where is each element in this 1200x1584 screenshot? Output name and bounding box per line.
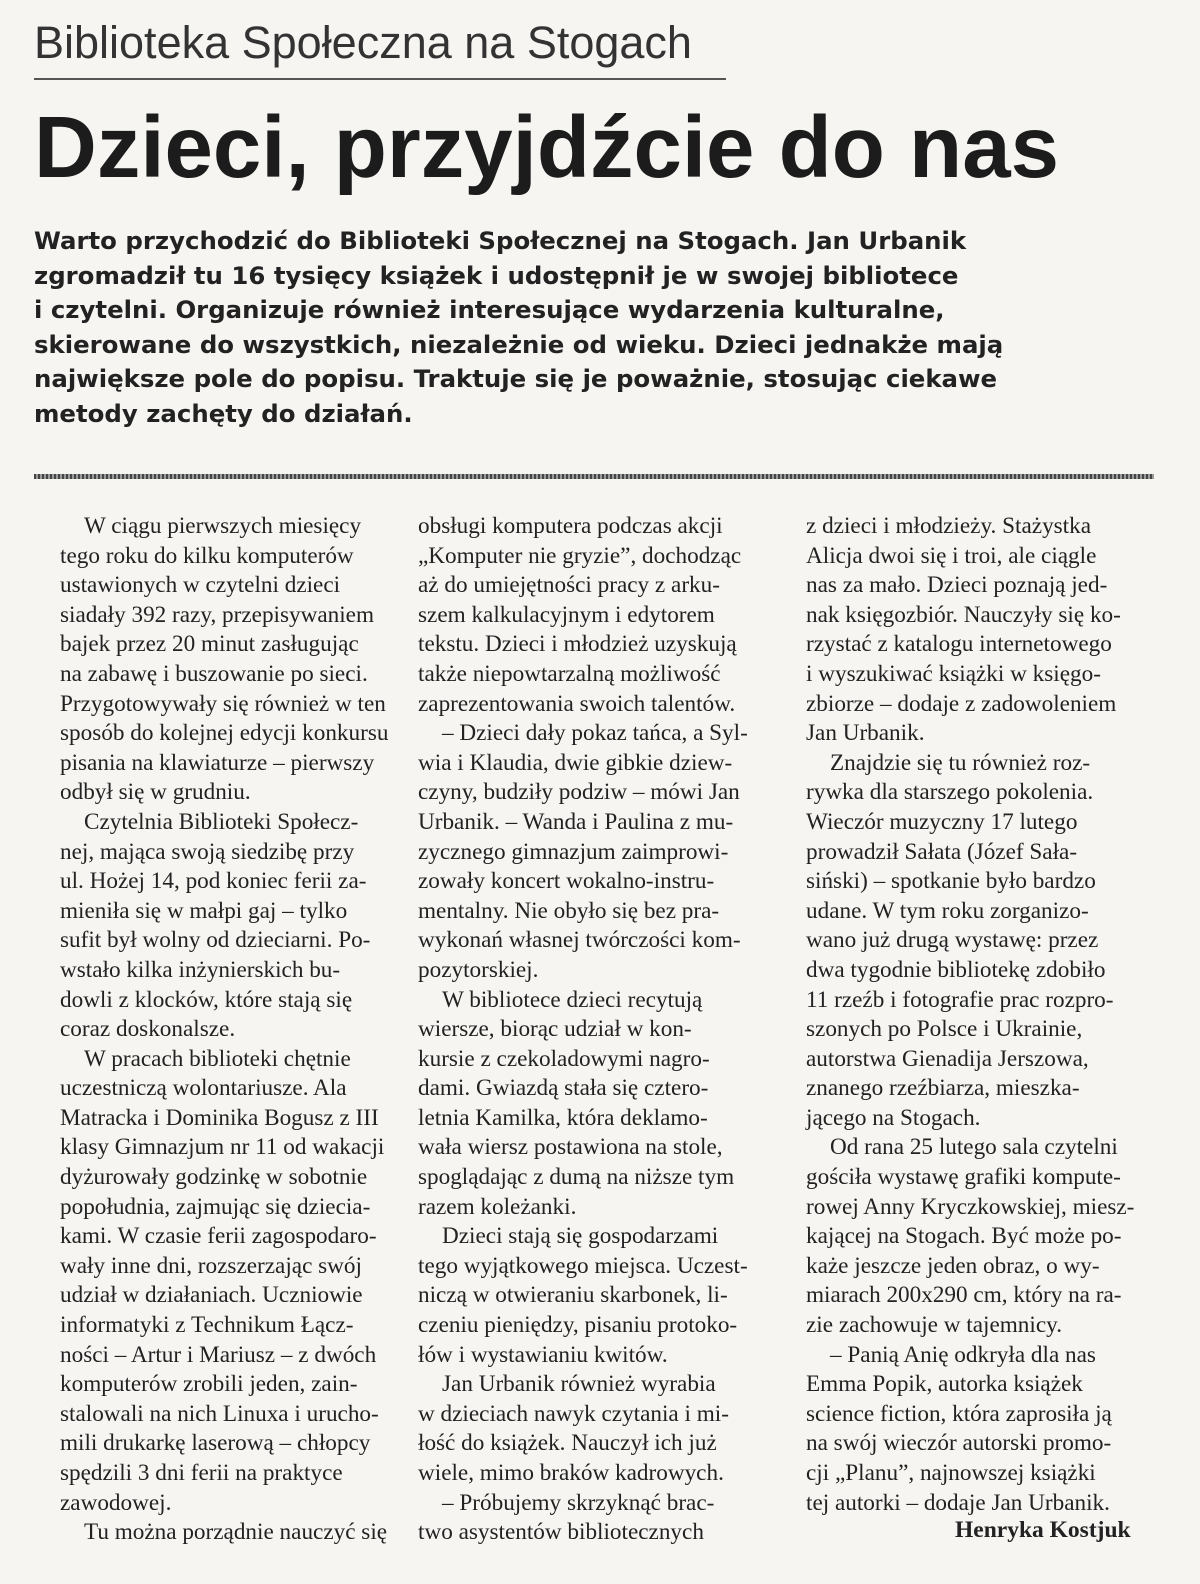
article-byline: Henryka Kostjuk xyxy=(955,1517,1131,1543)
article-text-line: dami. Gwiazdą stała się cztero- xyxy=(418,1075,709,1102)
article-text-line: wała wiersz postawiona na stole, xyxy=(418,1134,723,1161)
article-text-line: W ciągu pierwszych miesięcy xyxy=(84,513,362,539)
article-text-line: – Panią Anię odkryła dla nas xyxy=(830,1341,1096,1368)
article-column-1 xyxy=(60,512,389,1548)
article-text-line: dyżurowały godzinkę w sobotnie xyxy=(60,1164,368,1191)
article-text-line: szem kalkulacyjnym i edytorem xyxy=(418,601,715,628)
article-text-line: sposób do kolejnej edycji konkursu xyxy=(60,720,389,747)
section-kicker: Biblioteka Społeczna na Stogach xyxy=(34,17,692,68)
article-text-line: pozytorskiej. xyxy=(418,956,539,983)
article-text-line: tej autorki – dodaje Jan Urbanik. xyxy=(806,1489,1110,1516)
lead-line: i czytelni. Organizuje również interesujące wydarzenia kulturalne, xyxy=(34,295,945,324)
article-text-line: nas za mało. Dzieci poznają jed- xyxy=(806,572,1108,599)
article-text-line: pisania na klawiaturze – pierwszy xyxy=(60,749,375,776)
article-text-line: zie zachowuje w tajemnicy. xyxy=(806,1312,1063,1339)
article-text-line: rzystać z katalogu internetowego xyxy=(806,631,1112,658)
article-text-line: zaprezentowania swoich talentów. xyxy=(418,690,736,717)
article-text-line: tego roku do kilku komputerów xyxy=(60,542,354,569)
lead-line: zgromadził tu 16 tysięcy książek i udostępnił je w swojej bibliotece xyxy=(34,260,959,290)
kicker-divider xyxy=(34,78,726,80)
article-text-line: rywka dla starszego pokolenia. xyxy=(806,779,1094,806)
article-lead xyxy=(34,224,1144,431)
article-text-line: zbiorze – dodaje z zadowoleniem xyxy=(806,690,1117,717)
article-text-line: dwa tygodnie bibliotekę zdobiło xyxy=(806,956,1106,983)
article-text-line: 11 rzeźb i fotografie prac rozpro- xyxy=(806,986,1114,1013)
article-text-line: W bibliotece dzieci recytują xyxy=(442,986,703,1013)
article-text-line: science fiction, która zaprosiła ją xyxy=(806,1400,1112,1427)
article-text-line: wykonań własnej twórczości kom- xyxy=(418,927,741,954)
article-text-line: także niepowtarzalną możliwość xyxy=(418,660,721,687)
article-text-line: na zabawę i buszowanie po sieci. xyxy=(60,660,368,687)
article-text-line: informatyki z Technikum Łącz- xyxy=(60,1312,354,1339)
article-text-line: spędzili 3 dni ferii na praktyce xyxy=(60,1460,343,1486)
article-text-line: popołudnia, zajmując się dziecia- xyxy=(60,1193,371,1220)
article-text-line: szonych po Polsce i Ukrainie, xyxy=(806,1016,1083,1043)
article-text-line: nej, mająca swoją siedzibę przy xyxy=(60,838,355,865)
article-text-line: letnia Kamilka, która deklamo- xyxy=(418,1104,708,1131)
article-text-line: razem koleżanki. xyxy=(418,1193,577,1220)
article-text-line: Od rana 25 lutego sala czytelni xyxy=(830,1134,1118,1161)
article-text-line: każe jeszcze jeden obraz, o wy- xyxy=(806,1252,1100,1279)
article-text-line: – Próbujemy skrzyknąć brac- xyxy=(442,1489,715,1516)
article-text-line: miarach 200x290 cm, który na ra- xyxy=(806,1282,1122,1309)
article-text-line: ustawionych w czytelni dzieci xyxy=(60,572,341,599)
article-text-line: prowadził Sałata (Józef Sała- xyxy=(806,838,1078,865)
article-text-line: czyny, budziły podziw – mówi Jan xyxy=(418,779,740,806)
article-text-line: Dzieci stają się gospodarzami xyxy=(442,1223,719,1250)
lead-divider xyxy=(34,474,1154,479)
article-text-line: cji „Planu”, najnowszej książki xyxy=(806,1460,1096,1486)
article-text-line: Emma Popik, autorka książek xyxy=(806,1371,1083,1398)
article-text-line: wiele, mimo braków kadrowych. xyxy=(418,1460,724,1486)
article-column-3 xyxy=(806,512,1162,1518)
article-text-line: i wyszukiwać książki w księgo- xyxy=(806,660,1101,687)
article-text-line: z dzieci i młodzieży. Stażystka xyxy=(806,513,1092,539)
article-text-line: odbył się w grudniu. xyxy=(60,779,251,806)
article-text-line: łów i wystawianiu kwitów. xyxy=(418,1341,668,1368)
article-text-line: zowały koncert wokalno-instru- xyxy=(418,868,715,895)
article-text-line: Matracka i Dominika Bogusz z III xyxy=(60,1104,379,1131)
lead-line: Warto przychodzić do Biblioteki Społecznej na Stogach. Jan Urbanik xyxy=(34,226,967,255)
article-text-line: spoglądając z dumą na niższe tym xyxy=(418,1164,735,1191)
article-text-line: Urbanik. – Wanda i Paulina z mu- xyxy=(418,808,734,835)
article-column-2 xyxy=(418,512,778,1548)
article-text-line: ul. Hożej 14, pod koniec ferii za- xyxy=(60,868,367,895)
article-text-line: Alicja dwoi się i troi, ale ciągle xyxy=(806,542,1097,569)
article-text-line: mieniła się w małpi gaj – tylko xyxy=(60,897,348,924)
article-text-line: bajek przez 20 minut zasługując xyxy=(60,631,359,658)
article-text-line: tego wyjątkowego miejsca. Uczest- xyxy=(418,1252,748,1279)
article-text-line: nak księgozbiór. Nauczyły się ko- xyxy=(806,601,1121,628)
article-text-line: jącego na Stogach. xyxy=(806,1104,981,1131)
article-text-line: wia i Klaudia, dwie gibkie dziew- xyxy=(418,749,733,776)
article-text-line: wały inne dni, rozszerzając swój xyxy=(60,1252,362,1279)
article-text-line: tekstu. Dzieci i młodzież uzyskują xyxy=(418,631,737,658)
article-text-line: ności – Artur i Mariusz – z dwóch xyxy=(60,1341,377,1368)
article-text-line: kursie z czekoladowymi nagro- xyxy=(418,1045,710,1072)
article-text-line: klasy Gimnazjum nr 11 od wakacji xyxy=(60,1134,385,1161)
article-text-line: Czytelnia Biblioteki Społecz- xyxy=(84,808,359,835)
article-text-line: znanego rzeźbiarza, mieszka- xyxy=(806,1075,1080,1102)
article-text-line: kającej na Stogach. Być może po- xyxy=(806,1223,1122,1250)
article-text-line: w dzieciach nawyk czytania i mi- xyxy=(418,1400,729,1427)
article-text-line: mentalny. Nie obyło się bez pra- xyxy=(418,897,720,924)
article-text-line: Przygotowywały się również w ten xyxy=(60,690,386,717)
article-text-line: czeniu pieniędzy, pisaniu protoko- xyxy=(418,1312,738,1339)
article-headline: Dzieci, przyjdźcie do nas xyxy=(34,99,1059,196)
article-text-line: na swój wieczór autorski promo- xyxy=(806,1430,1112,1457)
article-text-line: kami. W czasie ferii zagospodaro- xyxy=(60,1223,377,1250)
article-text-line: Wieczór muzyczny 17 lutego xyxy=(806,808,1078,835)
article-text-line: stalowali na nich Linuxa i urucho- xyxy=(60,1400,379,1427)
article-text-line: wstało kilka inżynierskich bu- xyxy=(60,956,341,983)
article-text-line: siadały 392 razy, przepisywaniem xyxy=(60,601,374,628)
article-text-line: zycznego gimnazjum zaimprowi- xyxy=(418,838,729,865)
article-text-line: uczestniczą wolontariusze. Ala xyxy=(60,1075,347,1102)
article-text-line: łość do książek. Nauczył ich już xyxy=(418,1430,717,1457)
article-text-line: W pracach biblioteki chętnie xyxy=(84,1045,351,1072)
article-text-line: dowli z klocków, które stają się xyxy=(60,986,353,1013)
lead-line: największe pole do popisu. Traktuje się je poważnie, stosując ciekawe xyxy=(34,364,998,393)
article-text-line: wiersze, biorąc udział w kon- xyxy=(418,1016,692,1043)
article-text-line: niczą w otwieraniu skarbonek, li- xyxy=(418,1282,728,1309)
article-text-line: coraz doskonalsze. xyxy=(60,1016,236,1043)
article-text-line: – Dzieci dały pokaz tańca, a Syl- xyxy=(442,720,748,747)
article-text-line: aż do umiejętności pracy z arku- xyxy=(418,572,720,599)
article-text-line: udział w działaniach. Uczniowie xyxy=(60,1282,363,1309)
article-text-line: two asystentów bibliotecznych xyxy=(418,1519,704,1546)
lead-line: metody zachęty do działań. xyxy=(34,398,413,428)
article-text-line: gościła wystawę grafiki kompute- xyxy=(806,1164,1121,1191)
article-text-line: zawodowej. xyxy=(60,1489,172,1516)
article-text-line: Tu można porządnie nauczyć się xyxy=(84,1519,388,1546)
article-text-line: siński) – spotkanie było bardzo xyxy=(806,868,1096,895)
article-text-line: wano już drugą wystawę: przez xyxy=(806,927,1099,954)
article-text-line: Jan Urbanik również wyrabia xyxy=(442,1371,716,1398)
article-text-line: obsługi komputera podczas akcji xyxy=(418,513,723,539)
article-text-line: autorstwa Gienadija Jerszowa, xyxy=(806,1045,1089,1072)
article-text-line: Znajdzie się tu również roz- xyxy=(830,749,1091,776)
article-text-line: „Komputer nie gryzie”, dochodząc xyxy=(418,542,742,569)
article-text-line: Jan Urbanik. xyxy=(806,720,925,747)
article-text-line: udane. W tym roku zorganizo- xyxy=(806,897,1089,924)
article-text-line: mili drukarkę laserową – chłopcy xyxy=(60,1430,371,1457)
article-text-line: sufit był wolny od dzieciarni. Po- xyxy=(60,927,371,954)
article-text-line: komputerów zrobili jeden, zain- xyxy=(60,1371,358,1398)
article-text-line: rowej Anny Kryczkowskiej, miesz- xyxy=(806,1193,1135,1220)
lead-line: skierowane do wszystkich, niezależnie od wieku. Dzieci jednakże mają xyxy=(34,329,1004,359)
